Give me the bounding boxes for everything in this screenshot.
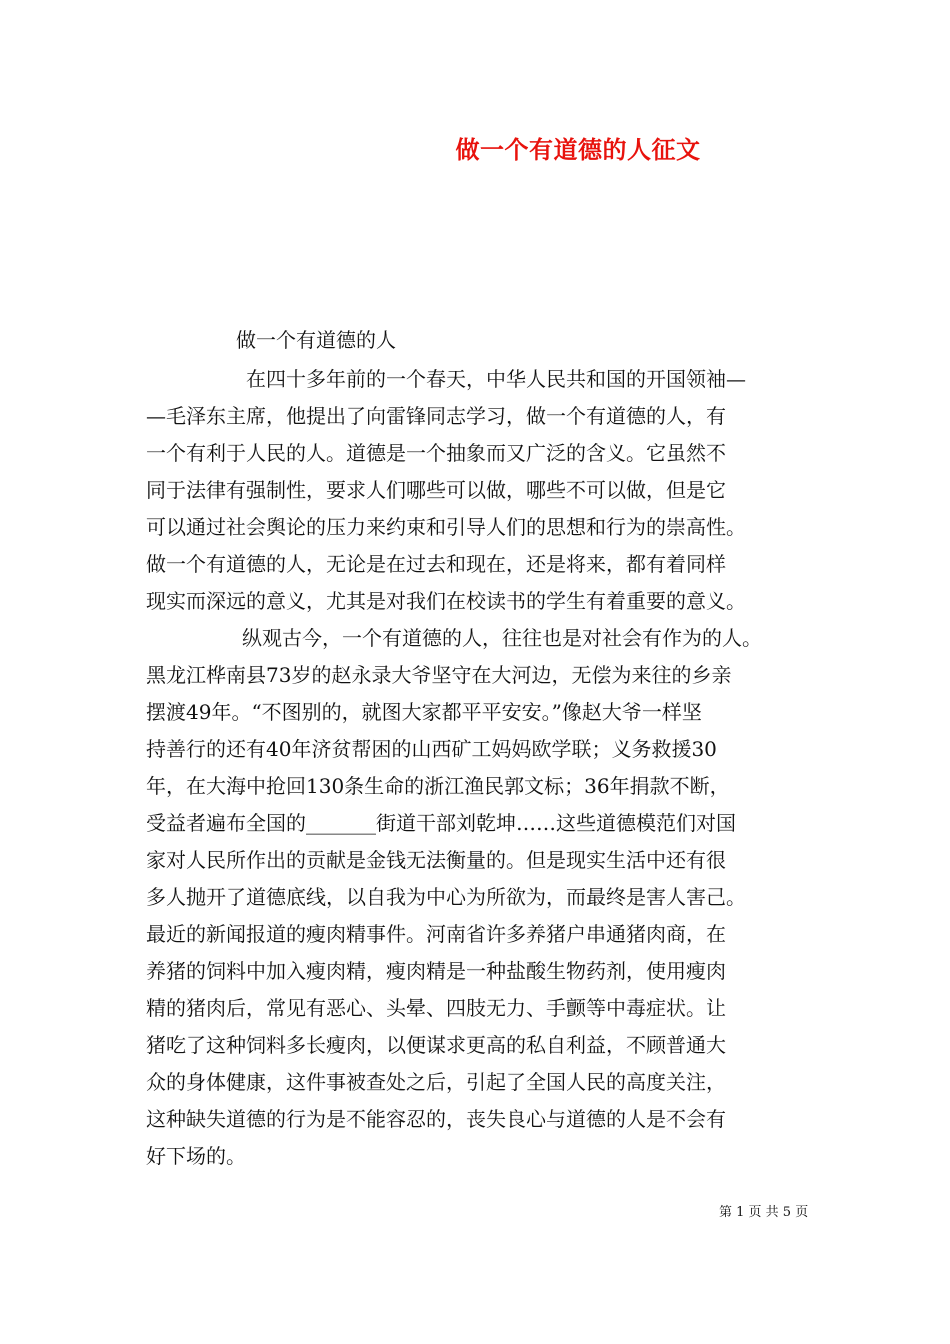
body-line-15: 多人抛开了道德底线，以自我为中心为所欲为，而最终是害人害己。 <box>146 885 746 909</box>
body-line-12: 年，在大海中抢回130条生命的浙江渔民郭文标；36年捐款不断， <box>146 774 730 798</box>
body-line-18: 精的猪肉后，常见有恶心、头晕、四肢无力、手颤等中毒症状。让 <box>146 996 726 1020</box>
body-line-8: 纵观古今，一个有道德的人，往往也是对社会有作为的人。 <box>242 626 762 650</box>
document-title: 做一个有道德的人征文 <box>455 135 701 164</box>
body-line-5: 可以通过社会舆论的压力来约束和引导人们的思想和行为的崇高性。 <box>146 515 746 539</box>
body-line-16: 最近的新闻报道的瘦肉精事件。河南省许多养猪户串通猪肉商，在 <box>146 922 726 946</box>
essay-subtitle: 做一个有道德的人 <box>236 328 396 352</box>
body-line-13: 受益者遍布全国的_______街道干部刘乾坤……这些道德模范们对国 <box>146 811 736 835</box>
body-line-17: 养猪的饲料中加入瘦肉精，瘦肉精是一种盐酸生物药剂，使用瘦肉 <box>146 959 726 983</box>
body-line-10: 摆渡49年。“不图别的，就图大家都平平安安。”像赵大爷一样坚 <box>146 700 702 724</box>
body-line-19: 猪吃了这种饲料多长瘦肉，以便谋求更高的私自利益，不顾普通大 <box>146 1033 726 1057</box>
page-number-footer: 第 1 页 共 5 页 <box>719 1205 809 1220</box>
body-line-20: 众的身体健康，这件事被查处之后，引起了全国人民的高度关注， <box>146 1070 726 1094</box>
body-line-2: —毛泽东主席，他提出了向雷锋同志学习，做一个有道德的人，有 <box>146 404 726 428</box>
body-line-7: 现实而深远的意义，尤其是对我们在校读书的学生有着重要的意义。 <box>146 589 746 613</box>
body-line-14: 家对人民所作出的贡献是金钱无法衡量的。但是现实生活中还有很 <box>146 848 726 872</box>
body-line-6: 做一个有道德的人，无论是在过去和现在，还是将来，都有着同样 <box>146 552 726 576</box>
body-line-22: 好下场的。 <box>146 1144 246 1168</box>
body-line-9: 黑龙江桦南县73岁的赵永录大爷坚守在大河边，无偿为来往的乡亲 <box>146 663 732 687</box>
body-line-1: 在四十多年前的一个春天，中华人民共和国的开国领袖— <box>246 367 746 391</box>
body-line-21: 这种缺失道德的行为是不能容忍的，丧失良心与道德的人是不会有 <box>146 1107 726 1131</box>
body-line-11: 持善行的还有40年济贫帮困的山西矿工妈妈欧学联；义务救援30 <box>146 737 717 761</box>
body-line-4: 同于法律有强制性，要求人们哪些可以做，哪些不可以做，但是它 <box>146 478 726 502</box>
body-line-3: 一个有利于人民的人。道德是一个抽象而又广泛的含义。它虽然不 <box>146 441 726 465</box>
